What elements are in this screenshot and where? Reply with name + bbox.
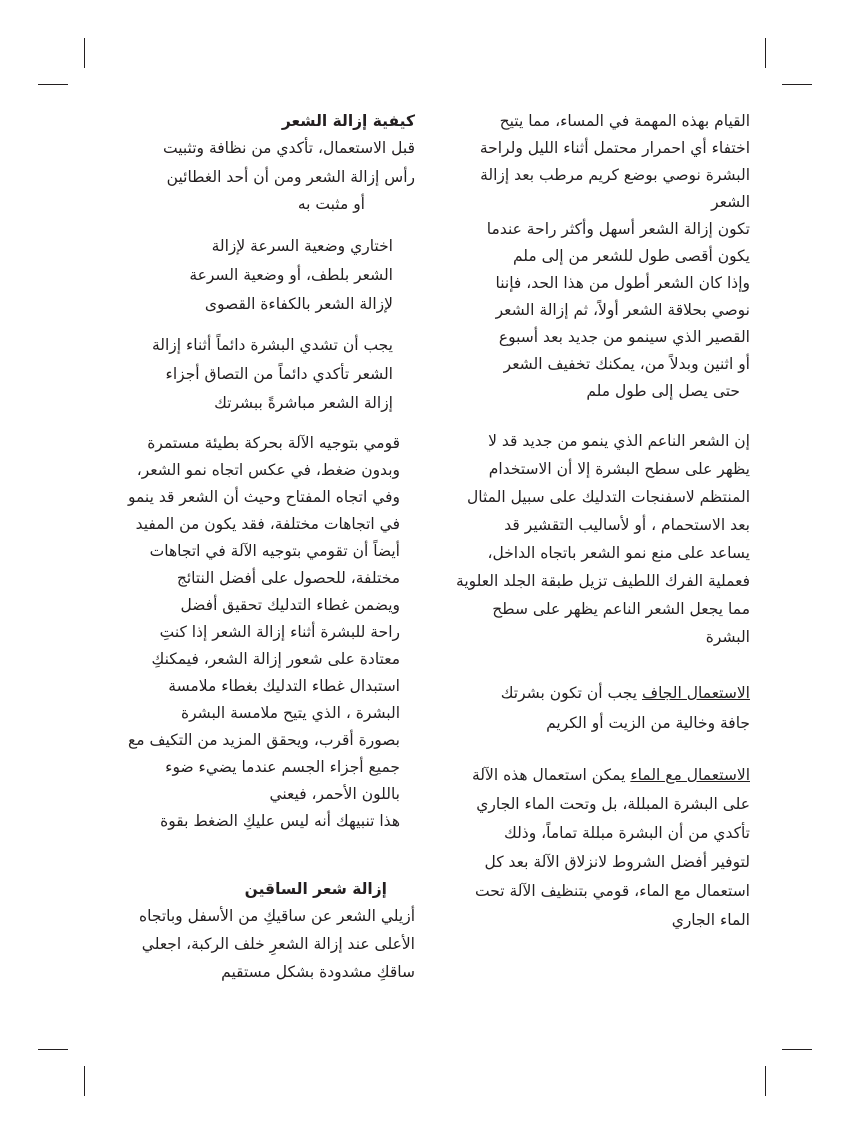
legs-line: أزيلي الشعر عن ساقيكِ من الأسفل وباتجاه xyxy=(138,907,415,925)
ingrown-line: مما يجعل الشعر الناعم يظهر على سطح xyxy=(492,600,750,618)
section-heading-legs: إزالة شعر الساقين xyxy=(244,880,387,898)
crop-mark-bottom-left-v xyxy=(84,1066,85,1096)
ingrown-line: بعد الاستحمام ، أو لأساليب التقشير قد xyxy=(504,516,750,534)
crop-mark-bottom-left-h xyxy=(38,1049,68,1050)
wet-use-line xyxy=(430,762,750,791)
guide-line: باللون الأحمر، فيعني xyxy=(269,785,400,803)
evening-line: تكون إزالة الشعر أسهل وأكثر راحة عندما xyxy=(486,220,750,238)
wet-use-line: على البشرة المبللة، بل وتحت الماء الجاري xyxy=(476,795,750,813)
legs-line: الأعلى عند إزالة الشعرِ خلف الركبة، اجعلي xyxy=(141,935,415,953)
legs-block xyxy=(100,876,415,987)
guide-line: بصورة أقرب، ويحقق المزيد من التكيف مع xyxy=(128,731,400,749)
option-line: الشعر بلطف، أو وضعية السرعة xyxy=(189,266,393,284)
wet-use-block xyxy=(430,762,750,936)
guide-line: معتادة على شعور إزالة الشعر، فيمكنكِ xyxy=(151,650,400,668)
guide-line: هذا تنبيهك أنه ليس عليكِ الضغط بقوة xyxy=(160,812,400,830)
crop-mark-bottom-right-v xyxy=(765,1066,766,1096)
dry-use-block xyxy=(430,680,750,737)
crop-mark-top-right-v xyxy=(765,38,766,68)
dry-use-text: يجب أن تكون بشرتك xyxy=(500,684,642,702)
ingrown-line: البشرة xyxy=(705,628,750,646)
guide-line: البشرة ، الذي يتيح ملامسة البشرة xyxy=(180,704,400,722)
crop-mark-bottom-right-h xyxy=(782,1049,812,1050)
option-line: لإزالة الشعر بالكفاءة القصوى xyxy=(204,295,393,313)
guide-line: ويضمن غطاء التدليك تحقيق أفضل xyxy=(180,596,400,614)
dry-use-line xyxy=(430,680,750,707)
intro-line: أو مثبت به xyxy=(297,195,365,213)
section-heading-hair-removal: كيفية إزالة الشعر xyxy=(281,112,415,130)
guide-line: جميع أجزاء الجسم عندما يضيء ضوء xyxy=(165,758,400,776)
wet-use-line: استعمال مع الماء، قومي بتنظيف الآلة تحت xyxy=(475,882,750,900)
guide-line: استبدال غطاء التدليك بغطاء ملامسة xyxy=(168,677,400,695)
ingrown-line: يساعد على منع نمو الشعر باتجاه الداخل، xyxy=(487,544,750,562)
guide-line: مختلفة، للحصول على أفضل النتائج xyxy=(176,569,400,587)
option-block xyxy=(120,233,393,320)
wet-use-line: لتوفير أفضل الشروط لانزلاق الآلة بعد كل xyxy=(484,853,750,871)
crop-mark-top-left-v xyxy=(84,38,85,68)
evening-line: وإذا كان الشعر أطول من هذا الحد، فإننا xyxy=(495,274,750,292)
evening-line: اختفاء أي احمرار محتمل أثناء الليل ولراحة xyxy=(479,139,750,157)
ingrown-block xyxy=(430,428,750,652)
ingrown-line: المنتظم لاسفنجات التدليك على سبيل المثال xyxy=(466,488,750,506)
dry-use-line: جافة وخالية من الزيت أو الكريم xyxy=(546,714,750,732)
tension-line: يجب أن تشدي البشرة دائماً أثناء إزالة xyxy=(151,336,393,354)
guide-block xyxy=(100,430,400,835)
wet-use-label: الاستعمال مع الماء xyxy=(630,766,750,784)
evening-line: أو اثنين وبدلاً من، يمكنك تخفيف الشعر xyxy=(503,355,750,373)
guide-line: راحة للبشرة أثناء إزالة الشعر إذا كنتِ xyxy=(159,623,400,641)
evening-line: نوصي بحلاقة الشعر أولاً، ثم إزالة الشعر xyxy=(495,301,750,319)
guide-line: وفي اتجاه المفتاح وحيث أن الشعر قد ينمو xyxy=(127,488,400,506)
intro-line: رأس إزالة الشعر ومن أن أحد الغطائين xyxy=(166,168,415,186)
wet-use-line: الماء الجاري xyxy=(671,911,750,929)
evening-line: البشرة نوصي بوضع كريم مرطب بعد إزالة xyxy=(480,166,750,184)
tension-line: الشعر تأكدي دائماً من التصاق أجزاء xyxy=(165,365,393,383)
crop-mark-top-right-h xyxy=(782,84,812,85)
dry-use-label: الاستعمال الجاف xyxy=(642,684,750,702)
wet-use-line: تأكدي من أن البشرة مبللة تماماً، وذلك xyxy=(504,824,750,842)
ingrown-line: إن الشعر الناعم الذي ينمو من جديد قد لا xyxy=(488,432,750,450)
legs-line: ساقكِ مشدودة بشكل مستقيم xyxy=(221,963,415,981)
evening-line: يكون أقصى طول للشعر من إلى ملم xyxy=(512,247,750,265)
guide-line: في اتجاهات مختلفة، فقد يكون من المفيد xyxy=(135,515,400,533)
crop-mark-top-left-h xyxy=(38,84,68,85)
evening-line: حتى يصل إلى طول ملم xyxy=(586,382,740,400)
evening-line: القيام بهذه المهمة في المساء، مما يتيح xyxy=(499,112,750,130)
right-column xyxy=(100,108,415,218)
evening-line: الشعر xyxy=(711,193,750,211)
tension-line: إزالة الشعر مباشرةً ببشرتك xyxy=(214,394,393,412)
wet-use-text: يمكن استعمال هذه الآلة xyxy=(472,766,631,784)
tension-block xyxy=(120,332,393,419)
evening-block xyxy=(430,108,750,405)
ingrown-line: يظهر على سطح البشرة إلا أن الاستخدام xyxy=(488,460,750,478)
evening-line: القصير الذي سينمو من جديد بعد أسبوع xyxy=(498,328,750,346)
intro-line: قبل الاستعمال، تأكدي من نظافة وتثبيت xyxy=(162,139,415,157)
guide-line: قومي بتوجيه الآلة بحركة بطيئة مستمرة xyxy=(147,434,400,452)
ingrown-line: فعملية الفرك اللطيف تزيل طبقة الجلد العلوية xyxy=(456,572,750,590)
option-line: اختاري وضعية السرعة لإزالة xyxy=(211,237,393,255)
guide-line: وبدون ضغط، في عكس اتجاه نمو الشعر، xyxy=(136,461,400,479)
guide-line: أيضاً أن تقومي بتوجيه الآلة في اتجاهات xyxy=(149,542,400,560)
